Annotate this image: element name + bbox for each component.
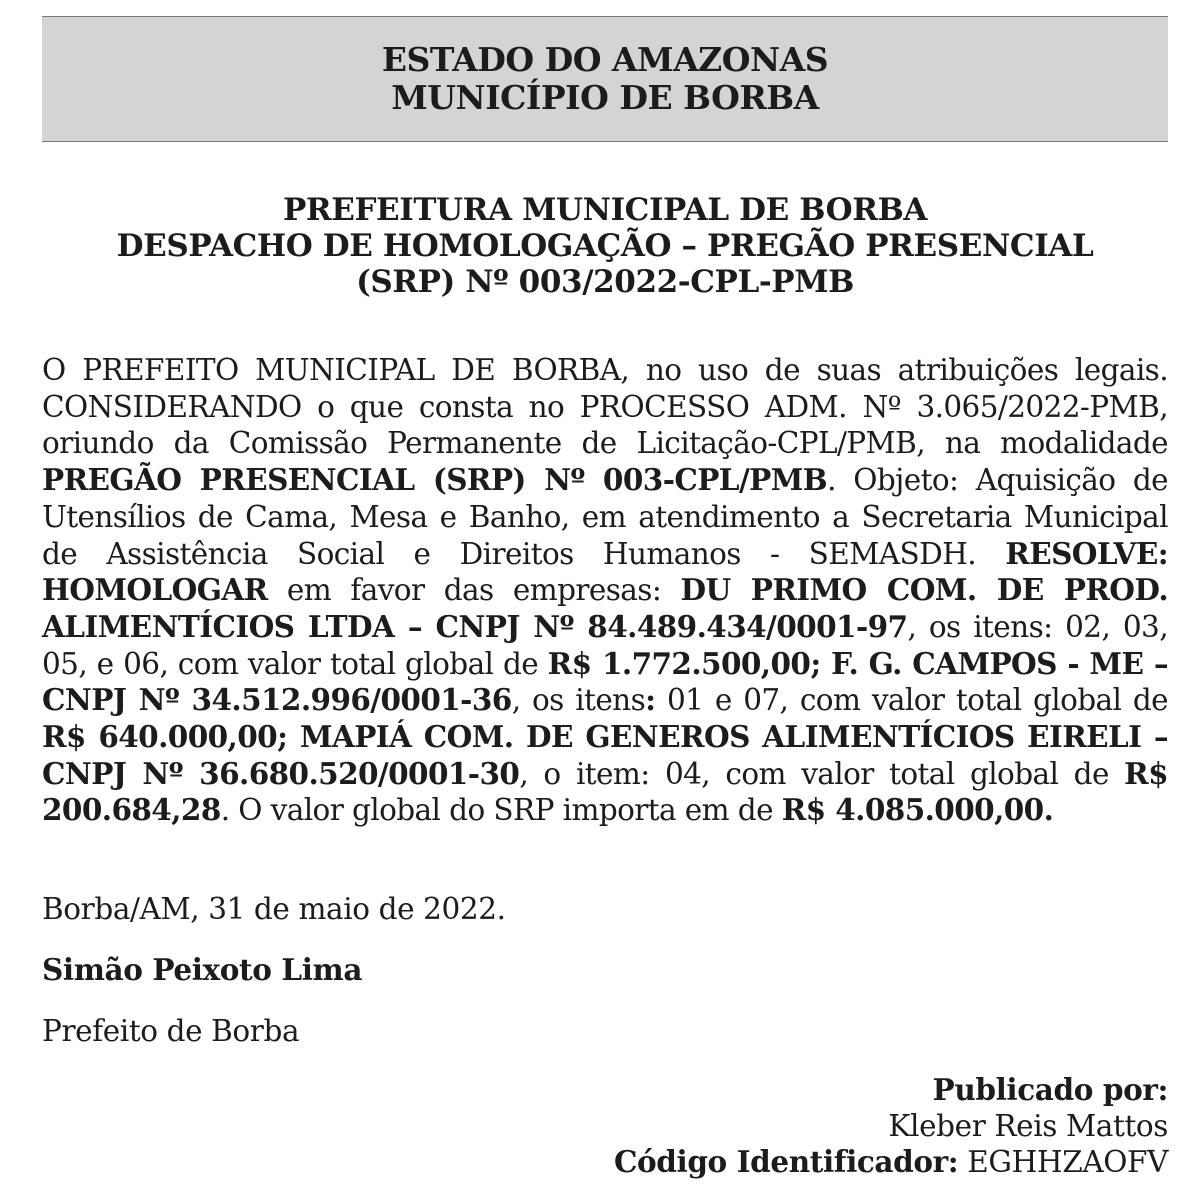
title-line-1: PREFEITURA MUNICIPAL DE BORBA [282,192,928,228]
body-bold-value-company-3: R$ 640.000,00; MAPIÁ COM. DE GENEROS ALIMENTÍCIOS EIRELI – CNPJ Nº 36.680.520/0001-30 [42,719,1168,791]
signer-role: Prefeito de Borba [42,1014,300,1048]
published-by-label: Publicado por: [932,1072,1168,1107]
header-state: ESTADO DO AMAZONAS [381,40,829,79]
body-bold-resolve: RESOLVE: HOMOLOGAR [42,535,1168,608]
code-label: Código Identificador: [613,1144,959,1179]
body-paragraph [42,352,1168,829]
body-bold-colon: : [645,682,656,718]
place-date: Borba/AM, 31 de maio de 2022. [42,892,506,926]
body-bold-value-3: R$ 200.684,28 [42,755,1169,828]
body-bold-total: R$ 4.085.000,00. [781,792,1054,828]
body-bold-company-1: DU PRIMO COM. DE PROD. ALIMENTÍCIOS LTDA – CNPJ Nº 84.489.434/0001-97 [42,572,1168,644]
title-line-2: DESPACHO DE HOMOLOGAÇÃO – PREGÃO PRESENCIAL [116,228,1094,264]
body-text-1: O PREFEITO MUNICIPAL DE BORBA, no uso de suas atribuições legais. CONSIDERANDO o que consta no PROCESSO ADM. Nº 3.065/2022-PMB, oriundo da Comissão Permanente de Licitação-CPL/PMB, na modalidade [42,353,1168,461]
body-text-8: . O valor global do SRP importa em de [220,793,782,828]
body-text-2: . Objeto: Aquisição de Utensílios de Cama, Mesa e Banho, em atendimento a Secretaria Municipal de Assistência Social e Direitos Humanos - SEMASDH. [42,463,1168,571]
body-text-3: em favor das empresas: [267,573,681,608]
identifier-code: EGHHZAOFV [967,1145,1168,1179]
document-title [42,192,1168,300]
header-band [42,16,1168,142]
body-text-6: 01 e 07, com valor total global de [655,683,1169,718]
publisher-name: Kleber Reis Mattos [888,1109,1168,1143]
body-bold-modality: PREGÃO PRESENCIAL (SRP) Nº 003-CPL/PMB [42,462,828,498]
body-text-7: , o item: 04, com valor total global de [519,756,1125,791]
body-bold-value-company-2: R$ 1.772.500,00; F. G. CAMPOS - ME – CNPJ Nº 34.512.996/0001-36 [42,645,1168,718]
body-text-4: , os itens: 02, 03, 05, e 06, com valor total global de [42,609,1168,681]
header-municipality: MUNICÍPIO DE BORBA [391,78,819,117]
publication-info [614,1072,1168,1180]
body-text-5: , os itens [511,683,646,718]
signer-name: Simão Peixoto Lima [42,952,363,987]
title-line-3: (SRP) Nº 003/2022-CPL-PMB [356,264,854,300]
